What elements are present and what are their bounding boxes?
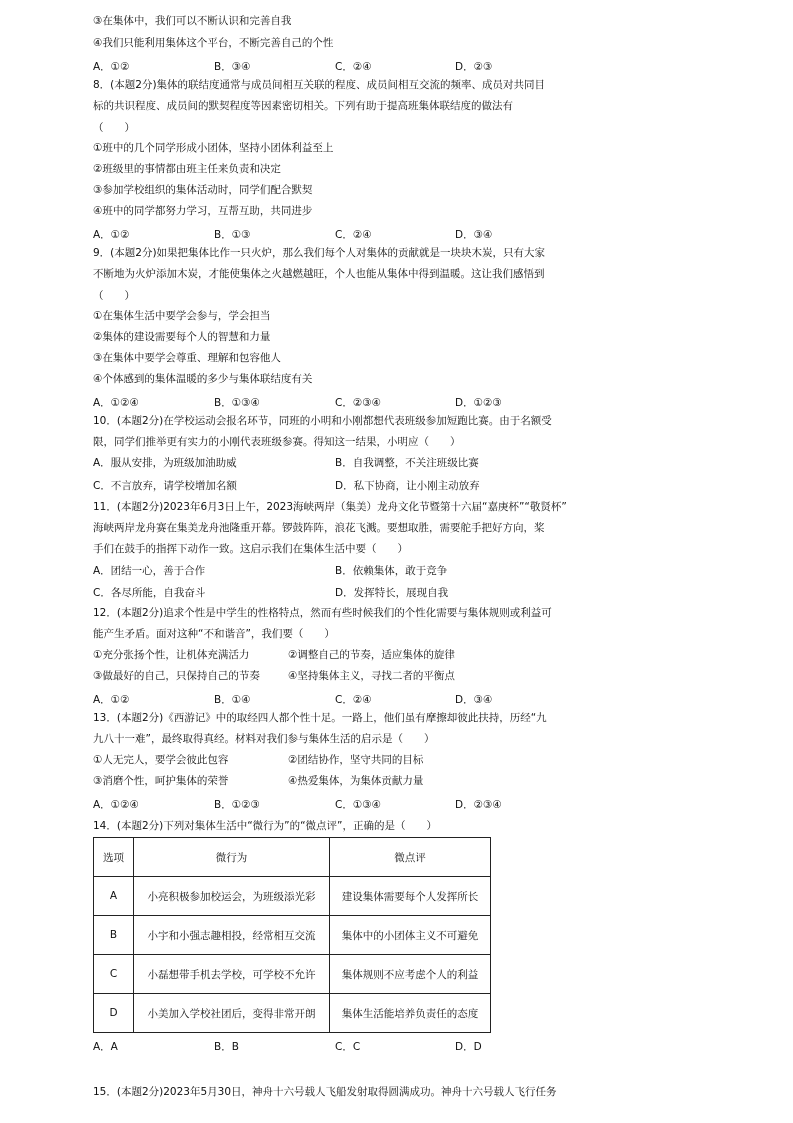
q13-stem-line-1: 13．(本题2分)《西游记》中的取经四人都个性十足。一路上，他们虽有摩擦却彼此扶持，历经“九 [93,712,547,724]
q8-option-d: D．③④ [455,229,493,241]
q7-option-b: B．③④ [214,61,251,73]
q13-option-a: A．①②④ [93,799,139,811]
q7-option-a: A．①② [93,61,130,73]
q9-stem-line-1: 9．(本题2分)如果把集体比作一只火炉，那么我们每个人对集体的贡献就是一块块木炭，只有大家 [93,247,546,259]
table-cell: A [94,877,134,916]
table-cell: 集体生活能培养负责任的态度 [330,994,491,1033]
q12-item-4: ④坚持集体主义，寻找二者的平衡点 [288,670,455,682]
table-row [94,955,491,994]
q12-item-3: ③做最好的自己，只保持自己的节奏 [93,670,260,682]
q11-option-b: B．依赖集体，敢于竞争 [335,565,448,577]
q10-stem-line-1: 10．(本题2分)在学校运动会报名环节，同班的小明和小刚都想代表班级参加短跑比赛。由于名额受 [93,415,552,427]
q8-option-a: A．①② [93,229,130,241]
q9-stem-line-3: （ ） [93,290,135,302]
q14-option-b: B．B [214,1041,239,1053]
q11-option-d: D．发挥特长，展现自我 [335,587,449,599]
table-cell: 小磊想带手机去学校，可学校不允许 [134,955,330,994]
q12-option-b: B．①④ [214,694,251,706]
q14-stem: 14．(本题2分)下列对集体生活中“微行为”的“微点评”，正确的是（ ） [93,820,437,832]
q13-option-d: D．②③④ [455,799,502,811]
q12-stem-line-2: 能产生矛盾。面对这种“不和谐音”，我们要（ ） [93,628,335,640]
table-cell: 小宇和小强志趣相投，经常相互交流 [134,916,330,955]
table-cell: 建设集体需要每个人发挥所长 [330,877,491,916]
q13-stem-line-2: 九八十一难”，最终取得真经。材料对我们参与集体生活的启示是（ ） [93,733,435,745]
table-cell: 集体规则不应考虑个人的利益 [330,955,491,994]
q11-option-a: A．团结一心，善于合作 [93,565,206,577]
q14-option-d: D．D [455,1041,482,1053]
q10-option-c: C．不言放弃，请学校增加名额 [93,480,237,492]
q12-item-1: ①充分张扬个性，让机体充满活力 [93,649,250,661]
q8-item-3: ③参加学校组织的集体活动时，同学们配合默契 [93,184,313,196]
q13-option-b: B．①②③ [214,799,260,811]
q10-stem-line-2: 限，同学们推举更有实力的小刚代表班级参赛。得知这一结果，小明应（ ） [93,436,461,448]
q8-option-c: C．②④ [335,229,372,241]
q7-item-3: ③在集体中，我们可以不断认识和完善自我 [93,15,292,27]
q15-stem: 15．(本题2分)2023年5月30日，神舟十六号载人飞船发射取得圆满成功。神舟十六号载人飞行任务 [93,1086,557,1098]
q8-item-2: ②班级里的事情都由班主任来负责和决定 [93,163,281,175]
q9-item-4: ④个体感到的集体温暖的多少与集体联结度有关 [93,373,313,385]
q10-option-d: D．私下协商，让小刚主动放弃 [335,480,480,492]
q12-stem-line-1: 12．(本题2分)追求个性是中学生的性格特点，然而有些时候我们的个性化需要与集体规则或利益可 [93,607,552,619]
q9-option-b: B．①③④ [214,397,260,409]
table-row [94,916,491,955]
q9-item-2: ②集体的建设需要每个人的智慧和力量 [93,331,271,343]
q13-item-2: ②团结协作，坚守共同的目标 [288,754,424,766]
q9-option-a: A．①②④ [93,397,139,409]
table-header-cell: 选项 [94,838,134,877]
q10-option-a: A．服从安排，为班级加油助威 [93,457,237,469]
q9-item-3: ③在集体中要学会尊重、理解和包容他人 [93,352,281,364]
table-cell: D [94,994,134,1033]
table-cell: B [94,916,134,955]
q12-option-d: D．③④ [455,694,493,706]
q10-option-b: B．自我调整，不关注班级比赛 [335,457,479,469]
q7-option-c: C．②④ [335,61,372,73]
q11-option-c: C．各尽所能，自我奋斗 [93,587,206,599]
q13-item-4: ④热爱集体，为集体贡献力量 [288,775,424,787]
q8-stem-line-2: 标的共识程度、成员间的默契程度等因素密切相关。下列有助于提高班集体联结度的做法有 [93,100,513,112]
q7-option-d: D．②③ [455,61,493,73]
q11-stem-line-3: 手们在鼓手的指挥下动作一致。这启示我们在集体生活中要（ ） [93,543,408,555]
q12-option-a: A．①② [93,694,130,706]
table-cell: C [94,955,134,994]
q13-item-3: ③消磨个性，呵护集体的荣誉 [93,775,229,787]
table-row [94,877,491,916]
table-header-row [94,838,491,877]
q8-item-4: ④班中的同学都努力学习，互帮互助，共同进步 [93,205,313,217]
q9-option-d: D．①②③ [455,397,502,409]
q8-stem-line-3: （ ） [93,122,135,134]
q14-table [93,837,491,1033]
q11-stem-line-1: 11．(本题2分)2023年6月3日上午，2023海峡两岸（集美）龙舟文化节暨第十六届“嘉庚杯”“敬贤杯” [93,501,567,513]
table-cell: 小亮积极参加校运会，为班级添光彩 [134,877,330,916]
table-cell: 集体中的小团体主义不可避免 [330,916,491,955]
table-row [94,994,491,1033]
q12-option-c: C．②④ [335,694,372,706]
q14-option-c: C．C [335,1041,361,1053]
q8-item-1: ①班中的几个同学形成小团体，坚持小团体利益至上 [93,142,334,154]
table-cell: 小美加入学校社团后，变得非常开朗 [134,994,330,1033]
q11-stem-line-2: 海峡两岸龙舟赛在集美龙舟池隆重开幕。锣鼓阵阵，浪花飞溅。要想取胜，需要舵手把好方向，桨 [93,522,545,534]
q9-stem-line-2: 不断地为火炉添加木炭，才能使集体之火越燃越旺，个人也能从集体中得到温暖。这让我们感悟到 [93,268,545,280]
q9-item-1: ①在集体生活中要学会参与，学会担当 [93,310,271,322]
table-header-cell: 微行为 [134,838,330,877]
q8-option-b: B．①③ [214,229,251,241]
q8-stem-line-1: 8．(本题2分)集体的联结度通常与成员间相互关联的程度、成员间相互交流的频率、成员对共同目 [93,79,546,91]
q13-option-c: C．①③④ [335,799,382,811]
q13-item-1: ①人无完人，要学会彼此包容 [93,754,229,766]
q7-item-4: ④我们只能利用集体这个平台，不断完善自己的个性 [93,37,334,49]
q12-item-2: ②调整自己的节奏，适应集体的旋律 [288,649,455,661]
q9-option-c: C．②③④ [335,397,382,409]
table-header-cell: 微点评 [330,838,491,877]
q14-option-a: A．A [93,1041,118,1053]
